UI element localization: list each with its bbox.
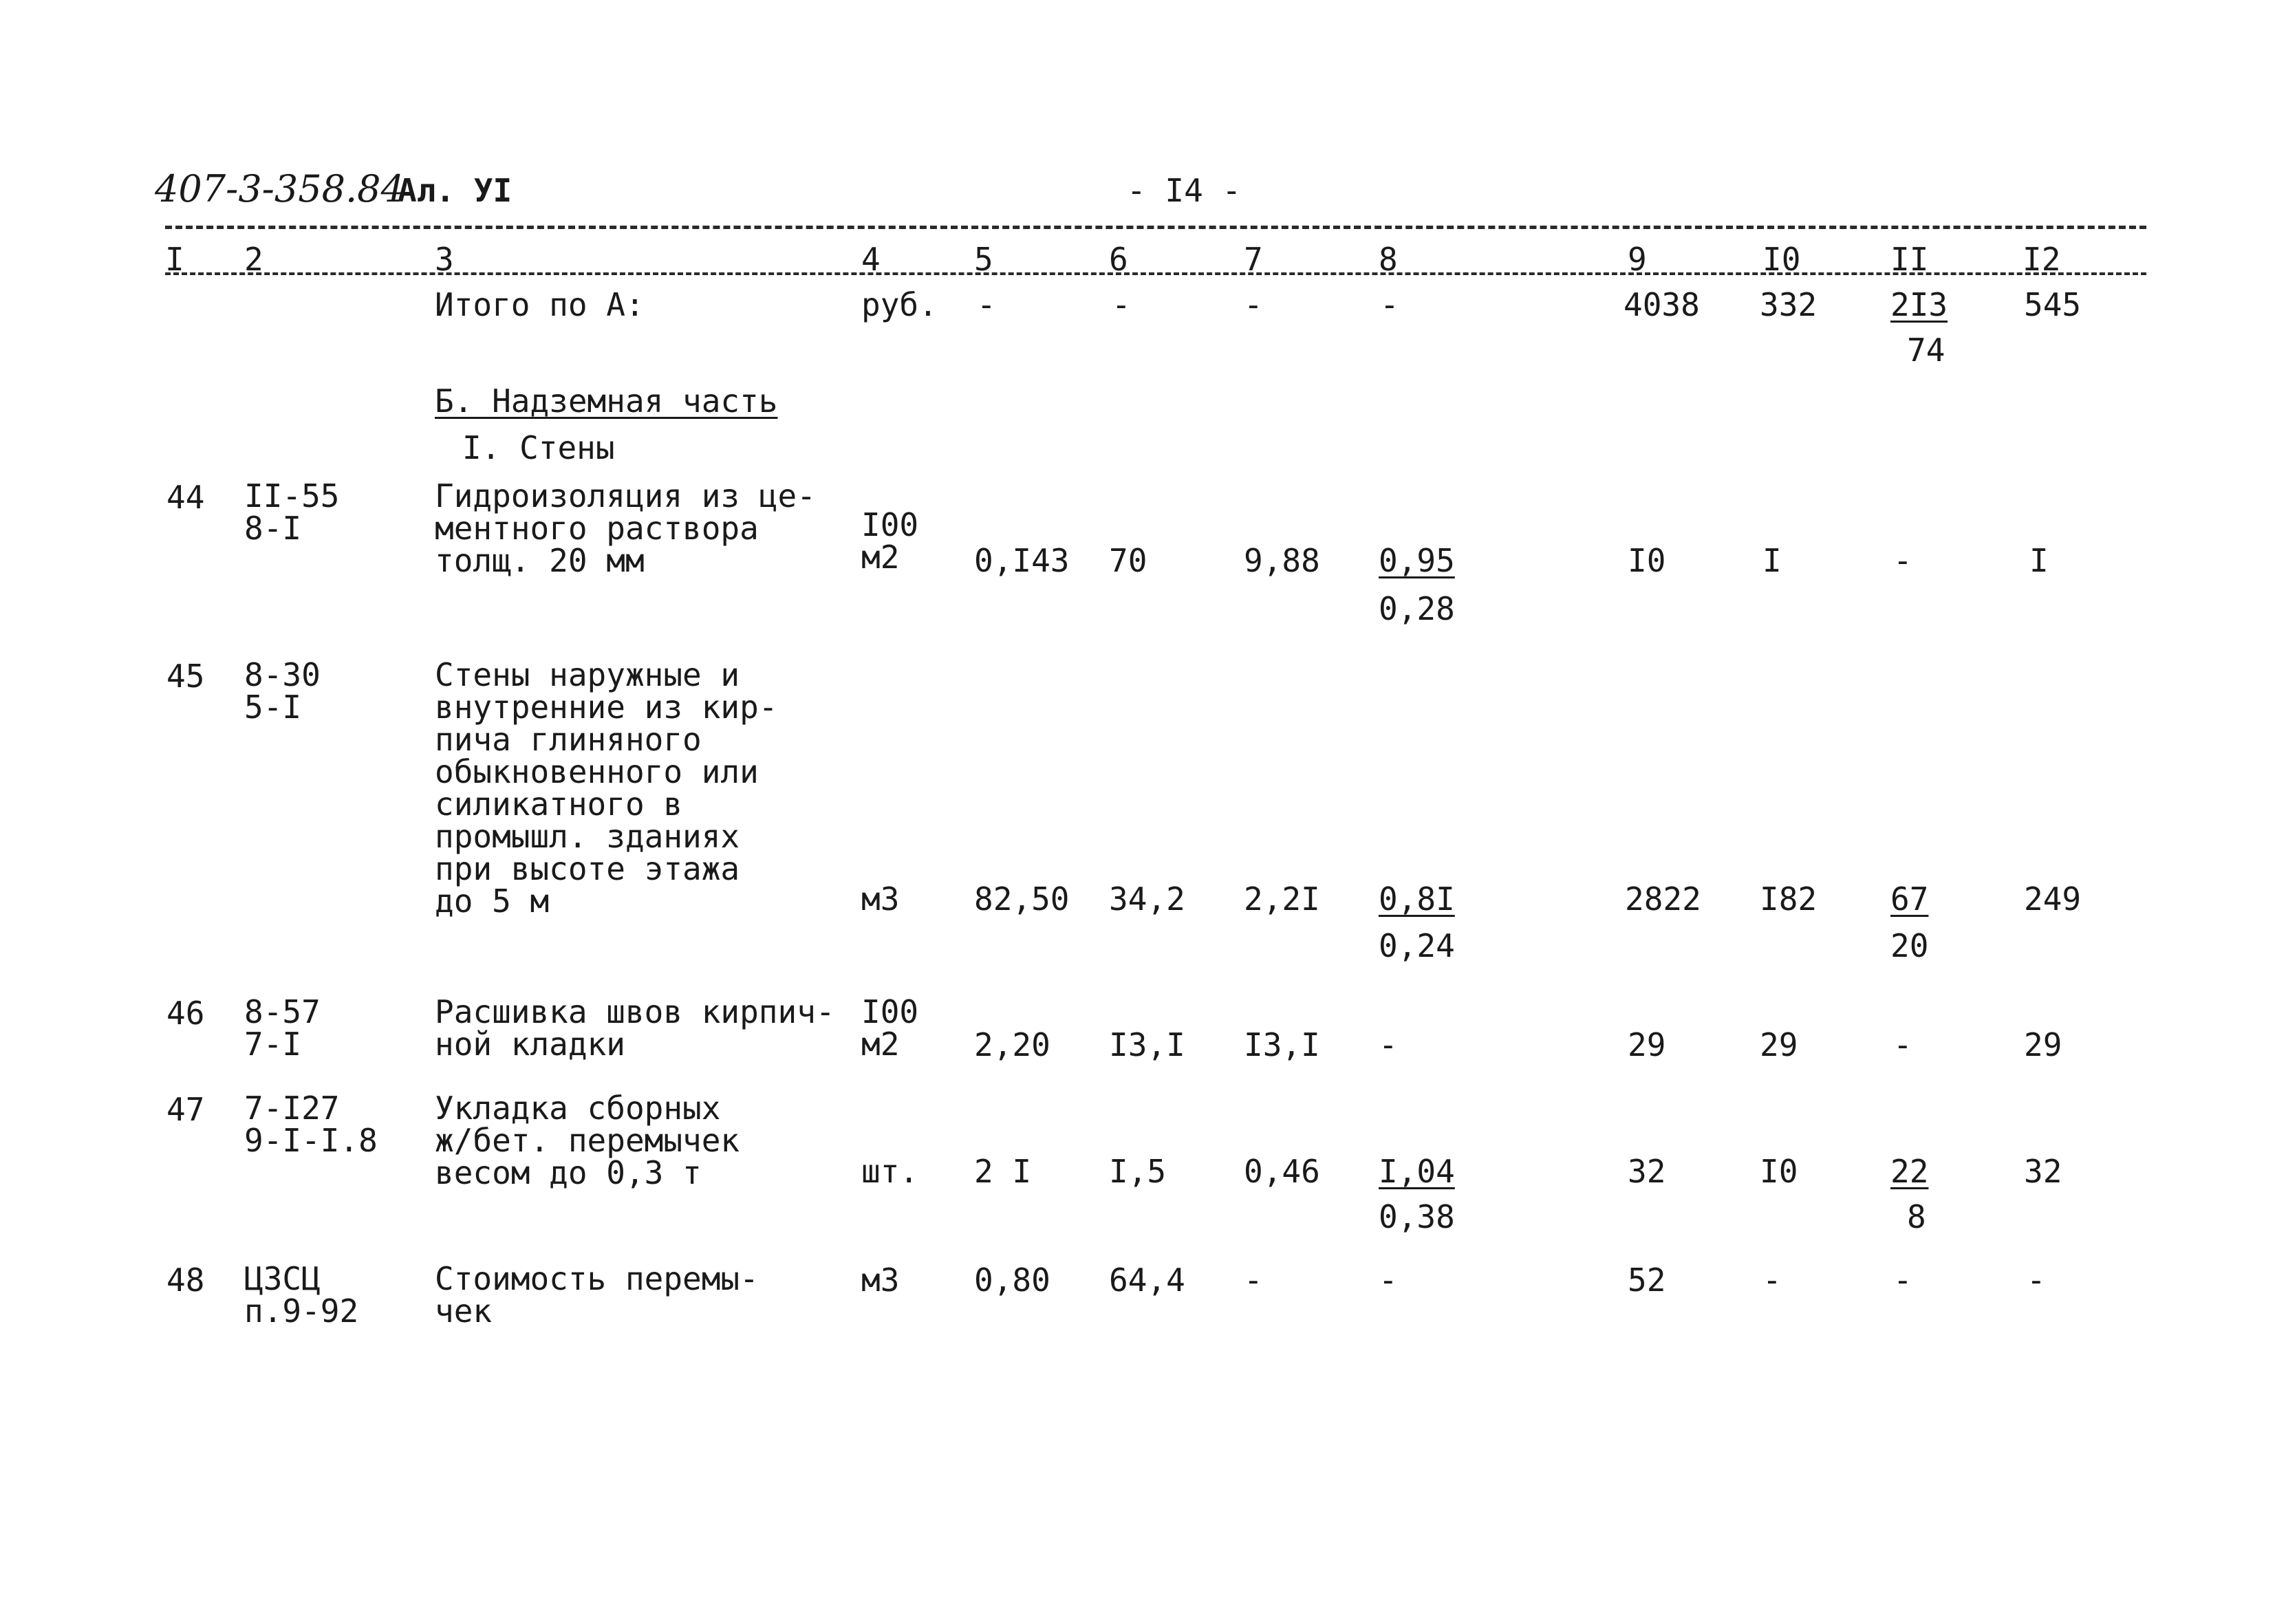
totals-cell: 4038 [1624,286,1700,323]
cell-c8-sub: 0,38 [1379,1198,1455,1235]
cell-c9: 32 [1628,1153,1666,1190]
cell-c9: 52 [1628,1262,1666,1299]
cell-c12: - [2027,1262,2046,1299]
cell-c7: 2,2I [1244,880,1320,918]
column-number: I0 [1762,241,1801,278]
cell-c11: 22 [1890,1153,1929,1190]
cell-c8-sub: 0,24 [1379,927,1455,964]
rate-code: 8-30 5-I [244,656,321,726]
totals-cell: 545 [2024,286,2082,323]
cell-c11: - [1893,1262,1912,1299]
cell-c10: - [1762,1262,1782,1299]
row-number: 48 [166,1262,205,1299]
totals-cell: - [1380,286,1399,323]
column-number: 4 [861,241,881,278]
rate-code: II-55 8-I [244,477,340,547]
column-number: 9 [1628,241,1647,278]
totals-cell: 2I3 [1890,286,1948,323]
cell-c7: - [1244,1262,1263,1299]
cell-c11-sub: 8 [1907,1198,1926,1235]
row-number: 44 [166,479,205,516]
cell-c11: - [1893,542,1912,579]
totals-cell: - [977,286,996,323]
cell-c11: - [1893,1026,1912,1063]
rate-code: 8-57 7-I [244,993,321,1063]
cell-c8-sub: 0,28 [1379,590,1455,627]
cell-c12: 29 [2024,1026,2062,1063]
cell-c8: - [1379,1262,1398,1299]
totals-cell: 332 [1760,286,1818,323]
totals-label: Итого по А: [435,286,645,323]
column-number: I [165,241,184,278]
cell-c8: I,04 [1379,1153,1455,1190]
cell-c7: I3,I [1244,1026,1320,1063]
cell-c6: 70 [1109,542,1147,579]
quantity: 0,80 [974,1262,1050,1299]
column-number: 6 [1109,241,1128,278]
cell-c9: I0 [1628,542,1666,579]
column-number: I2 [2023,241,2061,278]
cell-c12: I [2029,542,2049,579]
unit: м3 [861,880,900,918]
row-number: 47 [166,1091,205,1128]
cell-c6: 64,4 [1109,1262,1185,1299]
album-number: Ал. УI [398,172,513,209]
page-number: - I4 - [1127,172,1242,209]
column-number: 5 [974,241,993,278]
column-number: 3 [435,241,454,278]
cell-c8: 0,95 [1379,542,1455,579]
section-title: Б. Надземная часть [435,382,778,420]
cell-c7: 9,88 [1244,542,1320,579]
cell-c8: - [1379,1026,1398,1063]
cell-c6: I3,I [1109,1026,1185,1063]
work-description: Расшивка швов кирпич- ной кладки [435,993,835,1063]
quantity: 82,50 [974,880,1070,918]
cell-c10: 29 [1760,1026,1798,1063]
cell-c6: 34,2 [1109,880,1185,918]
cell-c10: I82 [1760,880,1818,918]
rate-code: 7-I27 9-I-I.8 [244,1090,378,1159]
column-number-divider [165,272,2146,275]
section-subtitle: I. Стены [462,429,615,466]
cell-c11: 67 [1890,880,1929,918]
unit: м3 [861,1262,900,1299]
totals-unit: руб. [861,286,938,323]
header-divider [165,226,2146,229]
cell-c8: 0,8I [1379,880,1455,918]
cell-c11-sub: 20 [1890,927,1929,964]
totals-cell: - [1244,286,1263,323]
cell-c10: I [1762,542,1782,579]
totals-cell: - [1112,286,1131,323]
quantity: 0,I43 [974,542,1070,579]
rate-code: ЦЗСЦ п.9-92 [244,1260,359,1330]
row-number: 45 [166,658,205,695]
cell-c7: 0,46 [1244,1153,1320,1190]
row-number: 46 [166,995,205,1032]
column-number: II [1890,241,1929,278]
cell-c9: 2822 [1625,880,1701,918]
doc-code: 407-3-358.84 [155,167,405,210]
cell-c12: 32 [2024,1153,2062,1190]
cell-c6: I,5 [1109,1153,1167,1190]
unit: I00 м2 [861,506,919,576]
unit: шт. [861,1153,919,1190]
work-description: Укладка сборных ж/бет. перемычек весом до 0,3 т [435,1090,740,1191]
cell-c10: I0 [1760,1153,1798,1190]
work-description: Стены наружные и внутренние из кир- пича глиняного обыкновенного или силикатного в промышл. зданиях при высоте этажа до 5 м [435,656,778,920]
work-description: Гидроизоляция из це- ментного раствора толщ. 20 мм [435,477,816,579]
work-description: Стоимость перемы- чек [435,1260,759,1330]
quantity: 2 I [974,1153,1032,1190]
column-number: 8 [1379,241,1398,278]
column-number: 2 [244,241,263,278]
quantity: 2,20 [974,1026,1050,1063]
cell-c9: 29 [1628,1026,1666,1063]
totals-cell-sub: 74 [1907,332,1945,369]
unit: I00 м2 [861,993,919,1063]
cell-c12: 249 [2024,880,2082,918]
column-number: 7 [1244,241,1263,278]
